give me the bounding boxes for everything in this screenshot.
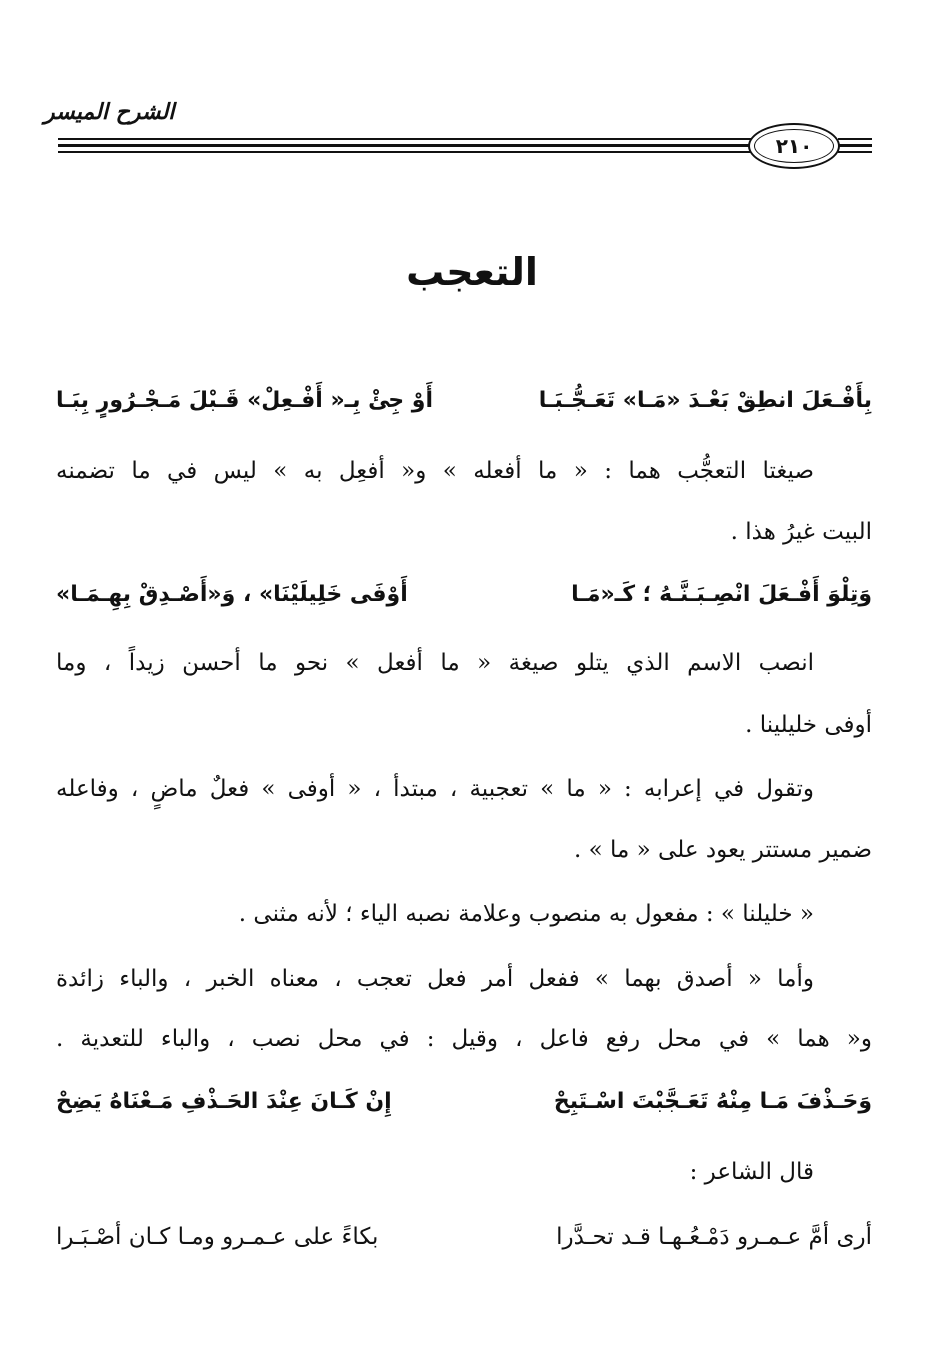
paragraph-line: وتقول في إعرابه : « ما » تعجبية ، مبتدأ ، « أوفى » فعلٌ ماضٍ ، وفاعله [56, 776, 814, 802]
verse-second-hemistich: أَوْفَى خَلِيلَيْنَا» ، وَ«أَصْـدِقْ بِهِـمَـا» [56, 582, 408, 607]
verse-second-hemistich: إِنْ كَـانَ عِنْدَ الحَـذْفِ مَـعْنَاهُ يَضِحْ [56, 1089, 392, 1114]
header-rule [838, 151, 872, 153]
poetry-first-hemistich: أرى أمَّ عـمـرو دَمْـعُـهـا قـد تحـدَّرا [556, 1224, 872, 1250]
verse-first-hemistich: وَحَـذْفَ مَـا مِنْهُ تَعَـجَّبْتَ اسْـتَبِحْ [553, 1089, 872, 1114]
paragraph-line: وأما « أصدق بهما » ففعل أمر فعل تعجب ، معناه الخبر ، والباء زائدة [56, 966, 814, 992]
paragraph-line: البيت غيرُ هذا . [730, 519, 872, 545]
header-rule [838, 138, 872, 140]
verse-first-hemistich: بِأَفْـعَلَ انطِقْ بَعْـدَ «مَـا» تَعَـجُّـبَـا [538, 388, 872, 413]
paragraph-line: « خليلنا » : مفعول به منصوب وعلامة نصبه الياء ؛ لأنه مثنى . [238, 901, 814, 927]
paragraph-line: صيغتا التعجُّب هما : « ما أفعله » و« أفعِل به » ليس في ما تضمنه [56, 458, 814, 484]
paragraph-line: انصب الاسم الذي يتلو صيغة « ما أفعل » نحو ما أحسن زيداً ، وما [56, 650, 814, 676]
verse-second-hemistich: أَوْ جِئْ بِـ« أَفْـعِلْ» قَـبْلَ مَـجْـرُورٍ بِبَـا [56, 388, 434, 413]
paragraph-line: و« هما » في محل رفع فاعل ، وقيل : في محل نصب ، والباء للتعدية . [56, 1026, 872, 1052]
paragraph-line: أوفى خليلينا . [745, 712, 872, 738]
page-number: ٢١٠ [775, 134, 813, 158]
running-title: الشرح الميسر [44, 100, 175, 125]
paragraph-line: ضمير مستتر يعود على « ما » . [574, 837, 872, 863]
page-number-frame [748, 123, 840, 169]
chapter-title: التعجب [406, 250, 538, 294]
verse-line [56, 384, 872, 418]
poetry-second-hemistich: بكاءً على عـمـرو ومـا كـان أصْـبَـرا [56, 1224, 379, 1250]
verse-first-hemistich: وَتِلْوَ أَفْـعَلَ انْصِـبَـنَّـهُ ؛ كَـ«مَـا [571, 582, 872, 607]
poetry-line [56, 1220, 872, 1254]
verse-line [56, 578, 872, 612]
header-rule [58, 138, 752, 140]
header-rule [838, 144, 872, 147]
header-rule [58, 144, 752, 147]
verse-line [56, 1085, 872, 1119]
header-rule [58, 151, 752, 153]
paragraph-line: قال الشاعر : [689, 1159, 814, 1185]
